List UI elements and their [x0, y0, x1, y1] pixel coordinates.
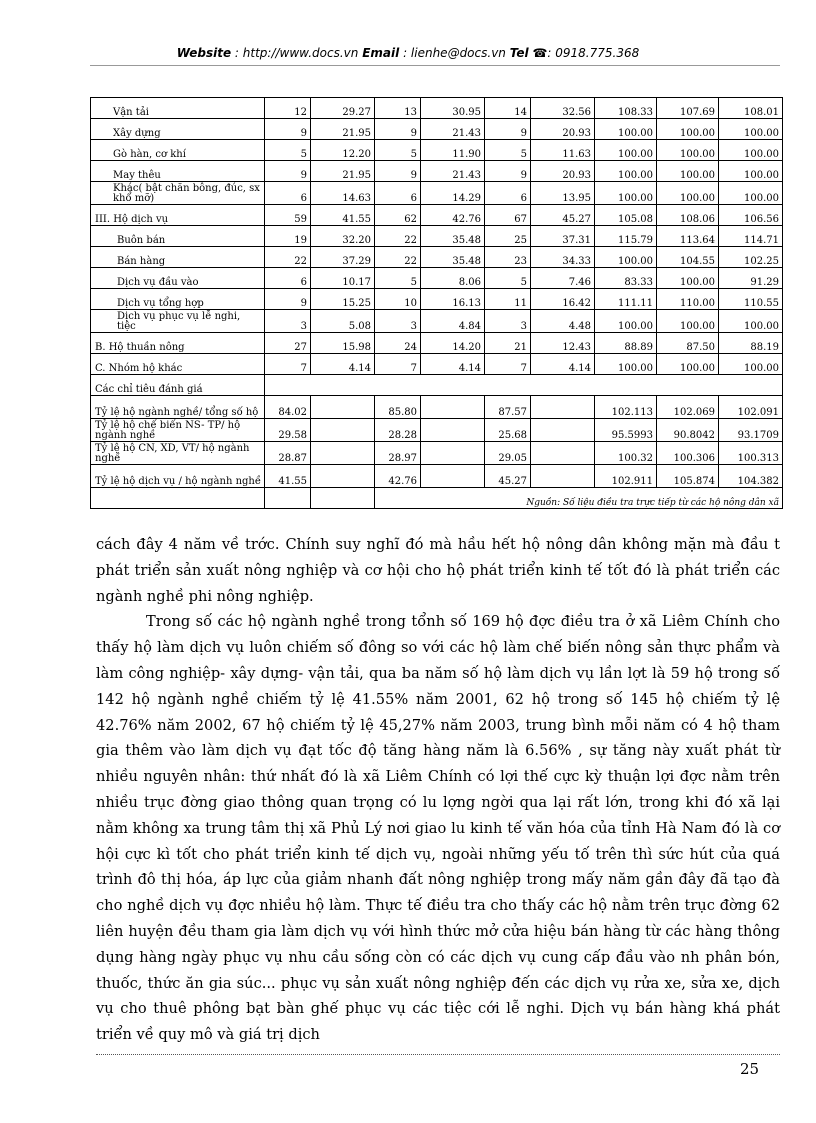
- table-cell: 90.8042: [657, 419, 719, 442]
- table-cell: 4.14: [421, 354, 485, 375]
- table-cell: 21.43: [421, 119, 485, 140]
- table-cell: 42.76: [375, 465, 421, 488]
- table-cell: 16.42: [531, 289, 595, 310]
- table-cell: 9: [375, 119, 421, 140]
- row-label: Gò hàn, cơ khí: [91, 140, 265, 161]
- table-cell: 102.113: [595, 396, 657, 419]
- table-row: [91, 247, 783, 268]
- statistics-table: [90, 97, 783, 509]
- table-cell: 67: [485, 205, 531, 226]
- table-cell: 14.63: [311, 182, 375, 205]
- table-cell: 107.69: [657, 98, 719, 119]
- table-cell: 100.00: [657, 268, 719, 289]
- body-text: [96, 532, 780, 1048]
- criteria-row: [91, 465, 783, 488]
- table-cell: 25: [485, 226, 531, 247]
- table-cell: 37.29: [311, 247, 375, 268]
- row-label: Dịch vụ phục vụ lễ nghi, tiệc: [91, 310, 265, 333]
- table-cell: 24: [375, 333, 421, 354]
- table-cell: 12.43: [531, 333, 595, 354]
- criteria-heading: Các chỉ tiêu đánh giá: [91, 375, 265, 396]
- table-cell: 91.29: [719, 268, 783, 289]
- table-cell: 11.90: [421, 140, 485, 161]
- table-cell: 29.58: [265, 419, 311, 442]
- table-cell: 5: [485, 140, 531, 161]
- table-cell: 88.89: [595, 333, 657, 354]
- row-label: B. Hộ thuần nông: [91, 333, 265, 354]
- table-cell: 114.71: [719, 226, 783, 247]
- table-row: [91, 354, 783, 375]
- table-cell: 5.08: [311, 310, 375, 333]
- table-cell: 9: [265, 161, 311, 182]
- table-cell: 4.14: [531, 354, 595, 375]
- table-cell: 30.95: [421, 98, 485, 119]
- row-label: Dịch vụ đầu vào: [91, 268, 265, 289]
- tel-value: ☎: 0918.775.368: [532, 46, 640, 60]
- table-cell: [311, 465, 375, 488]
- source-note: Nguồn: Số liệu điều tra trực tiếp từ các hộ nông dân xã: [375, 488, 783, 509]
- table-cell: [421, 419, 485, 442]
- table-cell: 3: [485, 310, 531, 333]
- table-cell: 85.80: [375, 396, 421, 419]
- table-cell: 100.306: [657, 442, 719, 465]
- table-cell: 100.00: [595, 310, 657, 333]
- table-cell: 100.00: [657, 310, 719, 333]
- table-cell: 3: [265, 310, 311, 333]
- table-cell: 12.20: [311, 140, 375, 161]
- table-cell: 45.27: [485, 465, 531, 488]
- table-cell: 10: [375, 289, 421, 310]
- table-cell: 102.069: [657, 396, 719, 419]
- page-number: 25: [740, 1060, 760, 1078]
- table-cell: 11: [485, 289, 531, 310]
- table-cell: 105.874: [657, 465, 719, 488]
- paragraph: cách đây 4 năm về trớc. Chính suy nghĩ đó mà hầu hết hộ nông dân không mặn mà đầu t phát triển sản xuất nông nghiệp và cơ hội cho hộ phát triển kinh tế tốt đó là phát triển các ngành nghề phi nông nghiệp.: [96, 536, 780, 605]
- table-cell: 21: [485, 333, 531, 354]
- table-cell: 14: [485, 98, 531, 119]
- table-cell: [531, 419, 595, 442]
- table-cell: 87.57: [485, 396, 531, 419]
- table-body: [91, 98, 783, 509]
- table-cell: 41.55: [311, 205, 375, 226]
- table-cell: [531, 442, 595, 465]
- table-cell: 42.76: [421, 205, 485, 226]
- table-cell: 5: [375, 140, 421, 161]
- table-cell: 16.13: [421, 289, 485, 310]
- table-cell: 23: [485, 247, 531, 268]
- table-cell: 102.911: [595, 465, 657, 488]
- table-cell: 10.17: [311, 268, 375, 289]
- tel-label: Tel: [509, 46, 529, 60]
- table-cell: 7: [375, 354, 421, 375]
- email-value[interactable]: : lienhe@docs.vn: [403, 46, 506, 60]
- table-cell: 8.06: [421, 268, 485, 289]
- table-cell: 115.79: [595, 226, 657, 247]
- table-cell: 4.14: [311, 354, 375, 375]
- table-cell: 20.93: [531, 119, 595, 140]
- table-row: [91, 310, 783, 333]
- table-cell: 22: [375, 247, 421, 268]
- table-cell: [311, 419, 375, 442]
- table-cell: 100.00: [719, 354, 783, 375]
- table-cell: 100.00: [719, 161, 783, 182]
- table-cell: 29.05: [485, 442, 531, 465]
- table-cell: 37.31: [531, 226, 595, 247]
- table-cell: 108.01: [719, 98, 783, 119]
- table-cell: 4.84: [421, 310, 485, 333]
- row-label: Vận tải: [91, 98, 265, 119]
- table-cell: 15.25: [311, 289, 375, 310]
- table-cell: 100.00: [595, 247, 657, 268]
- table-cell: 11.63: [531, 140, 595, 161]
- website-label: Website: [176, 46, 232, 60]
- table-cell: 104.55: [657, 247, 719, 268]
- table-row: [91, 268, 783, 289]
- table-cell: 7.46: [531, 268, 595, 289]
- table-cell: 100.00: [657, 182, 719, 205]
- table-cell: 34.33: [531, 247, 595, 268]
- table-cell: 32.20: [311, 226, 375, 247]
- table-cell: [265, 375, 783, 396]
- table-cell: 100.00: [657, 140, 719, 161]
- table-cell: 93.1709: [719, 419, 783, 442]
- table-cell: 100.00: [657, 354, 719, 375]
- table-cell: 110.55: [719, 289, 783, 310]
- row-label: Tỷ lệ hộ dịch vụ / hộ ngành nghề: [91, 465, 265, 488]
- email-label: Email: [362, 46, 400, 60]
- table-cell: 100.00: [657, 161, 719, 182]
- table-cell: 6: [375, 182, 421, 205]
- table-cell: [311, 396, 375, 419]
- table-cell: 100.00: [719, 140, 783, 161]
- table-cell: 104.382: [719, 465, 783, 488]
- table-cell: 95.5993: [595, 419, 657, 442]
- table-cell: [421, 396, 485, 419]
- table-cell: 102.25: [719, 247, 783, 268]
- table-cell: 29.27: [311, 98, 375, 119]
- row-label: Tỷ lệ hộ CN, XD, VT/ hộ ngành nghề: [91, 442, 265, 465]
- table-cell: 28.97: [375, 442, 421, 465]
- table-cell: 32.56: [531, 98, 595, 119]
- website-url[interactable]: : http://www.docs.vn: [234, 46, 359, 60]
- table-row: [91, 98, 783, 119]
- table-cell: 6: [265, 268, 311, 289]
- table-cell: 22: [265, 247, 311, 268]
- table-cell: 14.20: [421, 333, 485, 354]
- row-label: Tỷ lệ hộ ngành nghề/ tổng số hộ: [91, 396, 265, 419]
- table-cell: 25.68: [485, 419, 531, 442]
- table-cell: 14.29: [421, 182, 485, 205]
- table-cell: 100.00: [657, 119, 719, 140]
- table-cell: 21.95: [311, 161, 375, 182]
- source-row: [91, 488, 783, 509]
- table-row: [91, 226, 783, 247]
- row-label: III. Hộ dịch vụ: [91, 205, 265, 226]
- table-cell: 100.00: [595, 161, 657, 182]
- table-cell: 22: [375, 226, 421, 247]
- row-label: Khác( bật chăn bông, đúc, sx khổ mỡ): [91, 182, 265, 205]
- table-cell: [421, 465, 485, 488]
- table-cell: 21.43: [421, 161, 485, 182]
- table-cell: 9: [375, 161, 421, 182]
- table-cell: 7: [485, 354, 531, 375]
- table-cell: 9: [265, 289, 311, 310]
- table-cell: 111.11: [595, 289, 657, 310]
- table-cell: 21.95: [311, 119, 375, 140]
- table-cell: 100.313: [719, 442, 783, 465]
- table-cell: 41.55: [265, 465, 311, 488]
- table-cell: 5: [375, 268, 421, 289]
- table-cell: 83.33: [595, 268, 657, 289]
- table-row: [91, 289, 783, 310]
- table-cell: 7: [265, 354, 311, 375]
- table-cell: 100.00: [719, 310, 783, 333]
- header-divider: [90, 65, 780, 66]
- table-cell: 84.02: [265, 396, 311, 419]
- table-cell: 59: [265, 205, 311, 226]
- page-header: [0, 46, 816, 60]
- table-cell: 106.56: [719, 205, 783, 226]
- table-cell: [531, 396, 595, 419]
- table-cell: 27: [265, 333, 311, 354]
- table-cell: 100.00: [595, 354, 657, 375]
- table-cell: 9: [265, 119, 311, 140]
- table-cell: 110.00: [657, 289, 719, 310]
- table-row: [91, 140, 783, 161]
- row-label: Dịch vụ tổng hợp: [91, 289, 265, 310]
- table-cell: 35.48: [421, 226, 485, 247]
- table-cell: 6: [265, 182, 311, 205]
- table-cell: 19: [265, 226, 311, 247]
- row-label: Buôn bán: [91, 226, 265, 247]
- table-cell: 5: [265, 140, 311, 161]
- table-cell: 108.33: [595, 98, 657, 119]
- row-label: Bán hàng: [91, 247, 265, 268]
- table-cell: 5: [485, 268, 531, 289]
- table-cell: 100.32: [595, 442, 657, 465]
- criteria-row: [91, 419, 783, 442]
- paragraph: Trong số các hộ ngành nghề trong tổnh số 169 hộ đợc điều tra ở xã Liêm Chính cho thấy hộ làm dịch vụ luôn chiếm số đông so với các hộ làm chế biến nông sản thực phẩm và làm công nghiệp- xây dựng- vận tải, qua ba năm số hộ làm dịch vụ lần lợt là 59 hộ trong số 142 hộ ngành nghề chiếm tỷ lệ 41.55% năm 2001, 62 hộ trong số 145 hộ chiếm tỷ lệ 42.76% năm 2002, 67 hộ chiếm tỷ lệ 45,27% năm 2003, trung bình mỗi năm có 4 hộ tham gia thêm vào làm dịch vụ đạt tốc độ tăng hàng năm là 6.56% , sự tăng này xuất phát từ nhiều nguyên nhân: thứ nhất đó là xã Liêm Chính có lợi thế cực kỳ thuận lợi đợc nằm trên nhiều trục đờng giao thông quan trọng có lu lợng ngời qua lại rất lớn, trong khi đó xã lại nằm không xa trung tâm thị xã Phủ Lý nơi giao lu kinh tế văn hóa của tỉnh Hà Nam đó là cơ hội cực kì tốt cho phát triển kinh tế dịch vụ, ngoài những yếu tố trên thì sức hút của quá trình đô thị hóa, áp lực của giảm nhanh đất nông nghiệp trong mấy năm gần đây đã tạo đà cho nghề dịch vụ đợc nhiều hộ làm. Thực tế điều tra cho thấy các hộ nằm trên trục đờng 62 liên huyện đều tham gia làm dịch vụ với hình thức mở cửa hiệu bán hàng từ các hàng thông dụng hàng ngày phục vụ nhu cầu sống còn có các dịch vụ cung cấp đầu vào nh phân bón, thuốc, thức ăn gia súc... phục vụ sản xuất nông nghiệp đến các dịch vụ rửa xe, sửa xe, dịch vụ cho thuê phông bạt bàn ghế phục vụ các tiệc cới lễ nghi. Dịch vụ bán hàng khá phát triển về quy mô và giá trị dịch: [96, 613, 780, 1044]
- table-cell: 6: [485, 182, 531, 205]
- table-cell: 4.48: [531, 310, 595, 333]
- table-cell: 12: [265, 98, 311, 119]
- table-cell: [311, 442, 375, 465]
- table-cell: 35.48: [421, 247, 485, 268]
- table-cell: 100.00: [595, 182, 657, 205]
- table-cell: 100.00: [595, 119, 657, 140]
- table-cell: 45.27: [531, 205, 595, 226]
- criteria-row: [91, 442, 783, 465]
- footer-divider: [96, 1054, 780, 1055]
- table-cell: 100.00: [719, 182, 783, 205]
- table-cell: 9: [485, 119, 531, 140]
- table-cell: 88.19: [719, 333, 783, 354]
- criteria-row: [91, 396, 783, 419]
- table-cell: 15.98: [311, 333, 375, 354]
- table-cell: 113.64: [657, 226, 719, 247]
- table-cell: 3: [375, 310, 421, 333]
- table-row: [91, 161, 783, 182]
- table-cell: 20.93: [531, 161, 595, 182]
- table-cell: 13.95: [531, 182, 595, 205]
- row-label: May thêu: [91, 161, 265, 182]
- row-label: Xây dựng: [91, 119, 265, 140]
- table-cell: 87.50: [657, 333, 719, 354]
- table-cell: [91, 488, 265, 509]
- row-label: Tỷ lệ hộ chế biến NS- TP/ hộ ngành nghề: [91, 419, 265, 442]
- table-cell: 9: [485, 161, 531, 182]
- table-cell: 105.08: [595, 205, 657, 226]
- criteria-heading-row: [91, 375, 783, 396]
- table-row: [91, 205, 783, 226]
- table-cell: 28.87: [265, 442, 311, 465]
- table-cell: [311, 488, 375, 509]
- table-cell: 108.06: [657, 205, 719, 226]
- table-row: [91, 182, 783, 205]
- table-cell: 100.00: [595, 140, 657, 161]
- table-cell: [265, 488, 311, 509]
- table-cell: 100.00: [719, 119, 783, 140]
- table-row: [91, 119, 783, 140]
- table-cell: 13: [375, 98, 421, 119]
- row-label: C. Nhóm hộ khác: [91, 354, 265, 375]
- table-cell: [531, 465, 595, 488]
- table-cell: [421, 442, 485, 465]
- table-cell: 28.28: [375, 419, 421, 442]
- table-row: [91, 333, 783, 354]
- table-cell: 102.091: [719, 396, 783, 419]
- table-cell: 62: [375, 205, 421, 226]
